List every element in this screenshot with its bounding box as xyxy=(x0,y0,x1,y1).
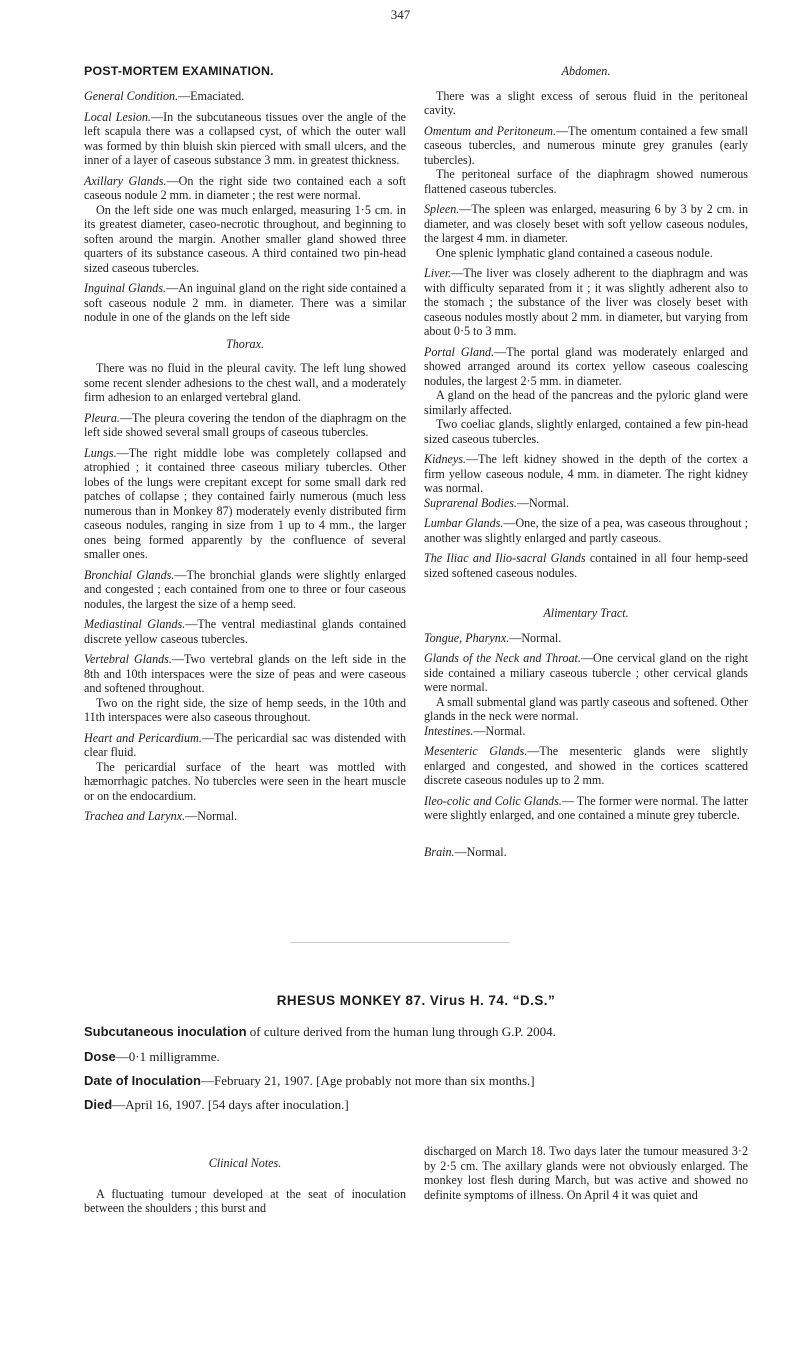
subheading-clinical-notes: Clinical Notes. xyxy=(208,1156,282,1170)
label-mesenteric: Mesenteric Glands. xyxy=(424,744,528,758)
label-omentum: Omentum and Peritoneum. xyxy=(424,123,557,138)
paragraph-spleen-2: One splenic lymphatic gland contained a caseous nodule. xyxy=(436,245,713,260)
paragraph-vertebral-glands-2: Two on the right side, the size of hemp seeds, in the 10th and 11th interspaces were also caseous throughout. xyxy=(84,695,406,724)
died-lead: Died xyxy=(84,1097,113,1112)
paragraph-heart: Heart and Pericardium.—The pericardial sac was distended with clear fluid. xyxy=(84,730,406,759)
label-vertebral-glands: Vertebral Glands. xyxy=(84,652,172,666)
paragraph-heart-2: The pericardial surface of the heart was mottled with hæmorrhagic patches. No tubercles were seen in the heart muscle or on the endocardium. xyxy=(84,759,406,803)
label-trachea: Trachea and Larynx. xyxy=(84,809,186,823)
paragraph-axillary-glands: Axillary Glands.—On the right side two contained each a soft caseous nodule 2 mm. in diameter ; the rest were normal. xyxy=(84,173,406,202)
label-kidneys: Kidneys. xyxy=(424,452,466,466)
paragraph-tongue: Tongue, Pharynx.—Normal. xyxy=(424,630,562,645)
date-line: Date of Inoculation—February 21, 1907. [Age probably not more than six months.] xyxy=(84,1073,535,1088)
label-local-lesion: Local Lesion. xyxy=(84,109,151,124)
paragraph-bronchial-glands: Bronchial Glands.—The bronchial glands were slightly enlarged and congested ; each contained from one to three or four caseous nodules, the largest the size of a hemp seed. xyxy=(84,567,406,611)
left-column xyxy=(84,64,406,824)
label-intestines: Intestines. xyxy=(424,723,474,738)
paragraph-brain: Brain.—Normal. xyxy=(424,844,507,859)
paragraph-kidneys: Kidneys.—The left kidney showed in the depth of the cortex a firm yellow caseous nodule, 4 mm. in diameter. The right kidney was normal. xyxy=(424,452,748,495)
paragraph-omentum-2: The peritoneal surface of the diaphragm showed numerous flattened caseous tubercles. xyxy=(424,167,748,196)
paragraph-portal-gland: Portal Gland.—The portal gland was moderately enlarged and showed arranged around its cortex yellow caseous coalescing nodules, the largest 2·5 mm. in diameter. xyxy=(424,344,748,388)
label-axillary-glands: Axillary Glands. xyxy=(84,173,167,188)
paragraph-iliac-glands: The Iliac and Ilio-sacral Glands contained in all four hemp-seed sized softened caseous nodules. xyxy=(424,551,748,580)
paragraph-ileocolic: Ileo-colic and Colic Glands.— The former were normal. The latter were slightly enlarged, and one contained a minute grey tubercle. xyxy=(424,793,748,822)
label-ileocolic: Ileo-colic and Colic Glands. xyxy=(424,793,562,808)
died-line: Died—April 16, 1907. [54 days after inoculation.] xyxy=(84,1097,349,1112)
label-iliac-glands: The Iliac and Ilio-sacral Glands xyxy=(424,551,586,565)
label-mediastinal-glands: Mediastinal Glands. xyxy=(84,617,186,631)
dose-line: Dose—0·1 milligramme. xyxy=(84,1049,220,1064)
paragraph-trachea: Trachea and Larynx.—Normal. xyxy=(84,809,238,823)
paragraph-mediastinal-glands: Mediastinal Glands.—The ventral mediastinal glands contained discrete yellow caseous tubercles. xyxy=(84,617,406,646)
date-lead: Date of Inoculation xyxy=(84,1073,201,1088)
paragraph-portal-gland-3: Two coeliac glands, slightly enlarged, contained a few pin-head sized caseous tubercles. xyxy=(424,417,748,446)
subheading-alimentary-tract: Alimentary Tract. xyxy=(543,606,629,620)
section-divider xyxy=(290,942,510,943)
label-heart: Heart and Pericardium. xyxy=(84,730,202,745)
paragraph-thorax-intro: There was no fluid in the pleural cavity. The left lung showed some recent slender adhesions to the chest wall, and a moderately firm adhesion to an enlarged vertebral gland. xyxy=(84,361,406,404)
label-neck-glands: Glands of the Neck and Throat. xyxy=(424,651,581,665)
paragraph-axillary-glands-2: On the left side one was much enlarged, measuring 1·5 cm. in its greatest diameter, caseo-necrotic throughout, and beginning to soften around the margin. Another smaller gland showed three quarters of its substance caseous. A third contained two pin-head sized caseous tubercles. xyxy=(84,202,406,275)
paragraph-abdomen-intro: There was a slight excess of serous fluid in the peritoneal cavity. xyxy=(424,88,748,117)
label-spleen: Spleen. xyxy=(424,202,460,216)
paragraph-general-condition: General Condition.—Emaciated. xyxy=(84,89,245,103)
label-pleura: Pleura. xyxy=(84,410,120,425)
label-brain: Brain. xyxy=(424,844,455,859)
clinical-notes-left xyxy=(84,1144,406,1216)
label-liver: Liver. xyxy=(424,266,452,280)
page-number: 347 xyxy=(390,7,411,22)
label-suprarenal: Suprarenal Bodies. xyxy=(424,495,517,510)
paragraph-pleura: Pleura.—The pleura covering the tendon of the diaphragm on the left side showed several small groups of caseous tubercles. xyxy=(84,410,406,439)
label-lumbar-glands: Lumbar Glands. xyxy=(424,516,504,530)
label-portal-gland: Portal Gland. xyxy=(424,344,495,359)
case-title: RHESUS MONKEY 87. Virus H. 74. “D.S.” xyxy=(276,993,556,1008)
paragraph-liver: Liver.—The liver was closely adherent to the diaphragm and was with difficulty separated from it ; it was slightly adherent also to the stomach ; the substance of the liver was closely beset with caseous nodules mostly about 2 mm. in diameter, but varying from about 0·5 to 3 mm. xyxy=(424,266,748,338)
label-general-condition: General Condition. xyxy=(84,89,179,103)
paragraph-local-lesion: Local Lesion.—In the subcutaneous tissues over the angle of the left scapula there was a collapsed cyst, of which the outer wall was formed by thin bluish skin pierced with small ulcers, and the inner of a layer of caseous substance 3 mm. in greatest thickness. xyxy=(84,109,406,167)
label-tongue: Tongue, Pharynx. xyxy=(424,630,510,645)
paragraph-clinical-notes-left: A fluctuating tumour developed at the seat of inoculation between the shoulders ; this burst and xyxy=(84,1186,406,1215)
subheading-abdomen: Abdomen. xyxy=(561,64,611,78)
paragraph-omentum: Omentum and Peritoneum.—The omentum contained a few small caseous tubercles, and numerous minute grey granules (early tubercles). xyxy=(424,123,748,167)
paragraph-inguinal-glands: Inguinal Glands.—An inguinal gland on the right side contained a soft caseous nodule 2 mm. in diameter. There was a similar nodule in one of the glands on the left side xyxy=(84,281,406,324)
right-column xyxy=(424,64,748,859)
paragraph-vertebral-glands: Vertebral Glands.—Two vertebral glands on the left side in the 8th and 10th interspaces were the size of peas and were caseous and softened throughout. xyxy=(84,652,406,695)
paragraph-mesenteric: Mesenteric Glands.—The mesenteric glands were slightly enlarged and congested, and showed in the cortices scattered discrete caseous nodules up to 2 mm. xyxy=(424,744,748,787)
inoculation-line: Subcutaneous inoculation of culture derived from the human lung through G.P. 2004. xyxy=(84,1024,556,1039)
clinical-notes-right xyxy=(424,1144,748,1202)
label-inguinal-glands: Inguinal Glands. xyxy=(84,281,167,295)
paragraph-clinical-notes-right: discharged on March 18. Two days later the tumour measured 3·2 by 2·5 cm. The axillary glands were not obviously enlarged. The monkey lost flesh during March, but was active and showed no definite symptoms of illness. On April 4 it was quiet and xyxy=(424,1144,748,1202)
paragraph-lungs: Lungs.—The right middle lobe was completely collapsed and atrophied ; it contained three caseous miliary tubercles. Other lobes of the lungs were crepitant except for some small dark red patches of collapse ; they contained fairly numerous (much less numerous than in Monkey 87) moderately evenly distributed firm caseous nodules, ranging in size from 1 up to 4 mm., the larger ones being formed apparently by the confluence of several smaller ones. xyxy=(84,445,406,561)
subheading-thorax: Thorax. xyxy=(226,336,264,351)
label-lungs: Lungs. xyxy=(84,445,117,460)
dose-lead: Dose xyxy=(84,1049,116,1064)
paragraph-lumbar-glands: Lumbar Glands.—One, the size of a pea, was caseous throughout ; another was slightly enlarged and partly caseous. xyxy=(424,516,749,545)
label-bronchial-glands: Bronchial Glands. xyxy=(84,567,175,582)
paragraph-neck-glands: Glands of the Neck and Throat.—One cervical gland on the right side contained a miliary caseous tubercle ; other cervical glands were normal. xyxy=(424,651,749,694)
section-heading-post-mortem: POST-MORTEM EXAMINATION. xyxy=(84,64,274,78)
paragraph-intestines: Intestines.—Normal. xyxy=(424,723,526,738)
inoculation-lead: Subcutaneous inoculation xyxy=(84,1024,247,1039)
paragraph-neck-glands-2: A small submental gland was partly caseous and softened. Other glands in the neck were normal. xyxy=(424,694,748,723)
paragraph-portal-gland-2: A gland on the head of the pancreas and the pyloric gland were similarly affected. xyxy=(424,388,748,417)
paragraph-spleen: Spleen.—The spleen was enlarged, measuring 6 by 3 by 2 cm. in diameter, and was closely beset with soft yellow caseous nodules, the largest 4 mm. in diameter. xyxy=(424,202,748,245)
paragraph-suprarenal: Suprarenal Bodies.—Normal. xyxy=(424,495,569,510)
